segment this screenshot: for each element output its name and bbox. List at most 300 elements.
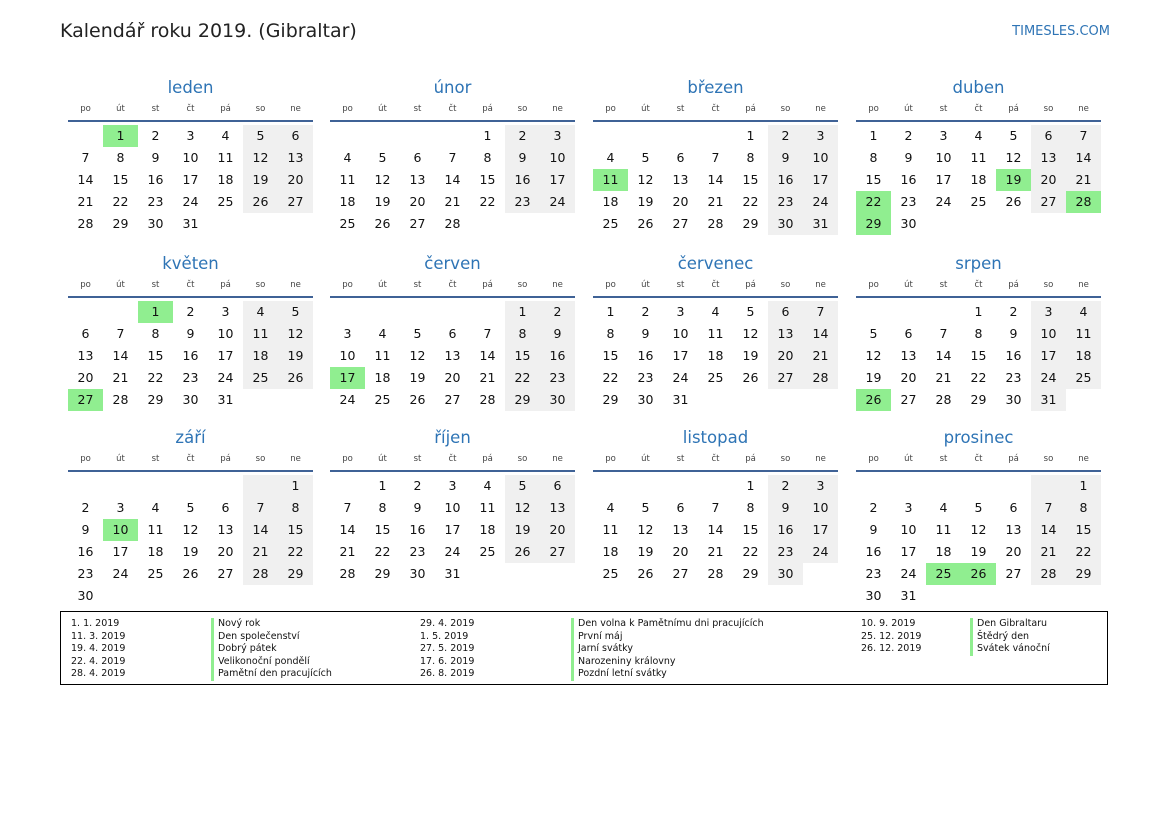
day-cell: 4 — [939, 500, 948, 515]
empty-day-cell — [138, 475, 173, 497]
day-cell: 21 — [707, 194, 724, 209]
day-cell: 10 — [803, 147, 838, 169]
day-cell: 31 — [803, 213, 838, 235]
day-cell: 4 — [483, 478, 492, 493]
day-cell: 29 — [505, 389, 540, 411]
day-cell: 27 — [672, 216, 689, 231]
empty-day-cell — [435, 125, 470, 147]
day-cell: 18 — [374, 370, 391, 385]
day-cell: 28 — [444, 216, 461, 231]
weekday-label: st — [151, 280, 160, 290]
empty-day-cell — [663, 475, 698, 497]
day-cell: 8 — [116, 150, 125, 165]
day-cell: 11 — [935, 522, 952, 537]
day-cell: 9 — [505, 147, 540, 169]
day-cell: 27 — [672, 566, 689, 581]
day-cell: 7 — [803, 301, 838, 323]
day-cell: 3 — [116, 500, 125, 515]
day-cell: 6 — [81, 326, 90, 341]
legend-date: 22. 4. 2019 — [71, 655, 126, 667]
weekday-header — [68, 452, 313, 472]
day-cell: 24 — [112, 566, 129, 581]
empty-day-cell — [593, 475, 628, 497]
day-cell: 18 — [339, 194, 356, 209]
day-cell: 27 — [900, 392, 917, 407]
day-cell: 2 — [413, 478, 422, 493]
day-cell: 20 — [1031, 169, 1066, 191]
day-cell: 1 — [1066, 475, 1101, 497]
weekday-label: čt — [448, 280, 457, 290]
day-cell: 24 — [935, 194, 952, 209]
day-cell: 5 — [641, 150, 650, 165]
day-cell: 12 — [1005, 150, 1022, 165]
weekday-label: so — [255, 280, 266, 290]
month-6 — [330, 247, 575, 411]
weekday-label: pá — [220, 280, 231, 290]
day-cell: 30 — [540, 389, 575, 411]
holiday-day-cell: 10 — [103, 519, 138, 541]
legend-names-column — [970, 618, 1050, 656]
day-cell: 13 — [540, 497, 575, 519]
month-name: duben — [952, 78, 1005, 97]
day-cell: 4 — [343, 150, 352, 165]
day-cell: 11 — [707, 326, 724, 341]
day-cell: 20 — [1005, 544, 1022, 559]
day-cell: 24 — [1031, 367, 1066, 389]
weekday-label: čt — [974, 280, 983, 290]
day-cell: 19 — [637, 544, 654, 559]
month-name: prosinec — [943, 428, 1014, 447]
day-cell: 4 — [151, 500, 160, 515]
day-cell: 18 — [935, 544, 952, 559]
day-cell: 15 — [742, 522, 759, 537]
day-cell: 16 — [147, 172, 164, 187]
empty-day-cell — [996, 475, 1031, 497]
weekday-label: čt — [711, 280, 720, 290]
day-cell: 24 — [672, 370, 689, 385]
legend-holiday-name: Den Gibraltaru — [977, 618, 1048, 629]
day-cell: 21 — [803, 345, 838, 367]
weekday-label: čt — [186, 454, 195, 464]
weekday-label: út — [904, 280, 913, 290]
day-cell: 17 — [900, 544, 917, 559]
day-cell: 28 — [112, 392, 129, 407]
day-cell: 23 — [540, 367, 575, 389]
day-cell: 8 — [505, 323, 540, 345]
empty-day-cell — [891, 475, 926, 497]
day-cell: 23 — [1005, 370, 1022, 385]
empty-day-cell — [243, 475, 278, 497]
day-cell: 15 — [112, 172, 129, 187]
day-cell: 12 — [865, 348, 882, 363]
day-cell: 24 — [540, 191, 575, 213]
day-cell: 9 — [186, 326, 195, 341]
day-cell: 8 — [746, 500, 755, 515]
day-cell: 12 — [409, 348, 426, 363]
day-cell: 4 — [221, 128, 230, 143]
legend-dates-column — [861, 618, 921, 656]
day-cell: 26 — [505, 541, 540, 563]
legend-holiday-name: Nový rok — [218, 618, 261, 629]
weekday-label: st — [939, 104, 948, 114]
day-cell: 29 — [742, 566, 759, 581]
day-cell: 27 — [278, 191, 313, 213]
day-cell: 1 — [869, 128, 878, 143]
weekday-header — [856, 278, 1101, 298]
weekday-label: po — [868, 454, 879, 464]
day-cell: 6 — [676, 500, 685, 515]
day-cell: 22 — [147, 370, 164, 385]
day-cell: 14 — [707, 172, 724, 187]
day-cell: 13 — [900, 348, 917, 363]
weekday-label: pá — [220, 104, 231, 114]
weekday-label: so — [780, 280, 791, 290]
empty-day-cell — [68, 301, 103, 323]
holiday-day-cell: 1 — [103, 125, 138, 147]
day-cell: 24 — [900, 566, 917, 581]
day-cell: 20 — [900, 370, 917, 385]
month-12 — [856, 421, 1101, 607]
legend-holiday-name: Pamětní den pracujících — [218, 668, 332, 679]
day-cell: 22 — [742, 544, 759, 559]
empty-day-cell — [1031, 475, 1066, 497]
day-cell: 1 — [606, 304, 615, 319]
day-cell: 14 — [707, 522, 724, 537]
day-cell: 25 — [339, 216, 356, 231]
day-cell: 11 — [217, 150, 234, 165]
day-cell: 21 — [112, 370, 129, 385]
empty-day-cell — [330, 475, 365, 497]
day-cell: 13 — [217, 522, 234, 537]
empty-day-cell — [856, 301, 891, 323]
weekday-label: so — [255, 104, 266, 114]
day-cell: 16 — [637, 348, 654, 363]
day-cell: 10 — [935, 150, 952, 165]
weekday-header — [68, 278, 313, 298]
weekday-label: so — [255, 454, 266, 464]
legend-holiday-name: Pozdní letní svátky — [578, 668, 667, 679]
weekday-label: pá — [1008, 104, 1019, 114]
day-cell: 16 — [865, 544, 882, 559]
day-cell: 31 — [444, 566, 461, 581]
legend-names-column — [211, 618, 332, 681]
day-cell: 27 — [768, 367, 803, 389]
day-cell: 27 — [444, 392, 461, 407]
empty-day-cell — [365, 125, 400, 147]
day-cell: 9 — [81, 522, 90, 537]
weekday-label: so — [517, 280, 528, 290]
day-cell: 15 — [1066, 519, 1101, 541]
day-cell: 14 — [77, 172, 94, 187]
day-cell: 26 — [243, 191, 278, 213]
day-cell: 3 — [1031, 301, 1066, 323]
weekday-label: čt — [711, 454, 720, 464]
weekday-header — [593, 278, 838, 298]
weekday-header — [593, 452, 838, 472]
weekday-label: ne — [290, 104, 301, 114]
day-cell: 6 — [278, 125, 313, 147]
weekday-label: pá — [1008, 280, 1019, 290]
day-grid — [330, 301, 575, 411]
legend-holiday-name: První máj — [578, 630, 623, 642]
weekday-label: út — [378, 104, 387, 114]
day-cell: 15 — [505, 345, 540, 367]
day-cell: 18 — [707, 348, 724, 363]
day-cell: 20 — [672, 544, 689, 559]
holiday-day-cell: 22 — [856, 191, 891, 213]
weekday-label: čt — [186, 104, 195, 114]
day-cell: 6 — [676, 150, 685, 165]
month-9 — [68, 421, 313, 607]
day-cell: 15 — [742, 172, 759, 187]
holiday-day-cell: 28 — [1066, 191, 1101, 213]
day-grid — [68, 301, 313, 411]
day-cell: 28 — [1031, 563, 1066, 585]
day-cell: 12 — [243, 147, 278, 169]
day-cell: 16 — [505, 169, 540, 191]
day-cell: 25 — [479, 544, 496, 559]
day-cell: 7 — [116, 326, 125, 341]
legend-holiday-name: Svátek vánoční — [977, 643, 1050, 654]
day-cell: 8 — [869, 150, 878, 165]
day-cell: 22 — [278, 541, 313, 563]
weekday-label: so — [1043, 104, 1054, 114]
weekday-label: po — [605, 104, 616, 114]
day-cell: 1 — [483, 128, 492, 143]
weekday-label: út — [641, 104, 650, 114]
weekday-header — [593, 102, 838, 122]
day-cell: 4 — [606, 500, 615, 515]
day-cell: 18 — [602, 194, 619, 209]
legend-date: 11. 3. 2019 — [71, 630, 126, 642]
day-cell: 17 — [540, 169, 575, 191]
day-cell: 29 — [278, 563, 313, 585]
day-cell: 14 — [1066, 147, 1101, 169]
weekday-label: pá — [745, 454, 756, 464]
legend-holiday-name: Narozeniny královny — [578, 655, 676, 667]
weekday-label: čt — [186, 280, 195, 290]
day-cell: 10 — [182, 150, 199, 165]
day-cell: 28 — [935, 392, 952, 407]
day-cell: 10 — [217, 326, 234, 341]
day-cell: 28 — [479, 392, 496, 407]
day-cell: 10 — [1031, 323, 1066, 345]
day-cell: 30 — [182, 392, 199, 407]
day-cell: 19 — [243, 169, 278, 191]
day-cell: 20 — [217, 544, 234, 559]
weekday-label: st — [413, 280, 422, 290]
day-cell: 21 — [1066, 169, 1101, 191]
month-name: červenec — [677, 254, 754, 273]
weekday-label: po — [868, 280, 879, 290]
brand-link[interactable]: TIMESLES.COM — [1012, 24, 1110, 39]
day-cell: 2 — [641, 304, 650, 319]
weekday-label: čt — [711, 104, 720, 114]
weekday-label: ne — [290, 454, 301, 464]
weekday-label: st — [676, 454, 685, 464]
day-cell: 17 — [672, 348, 689, 363]
day-cell: 14 — [339, 522, 356, 537]
empty-day-cell — [891, 301, 926, 323]
weekday-header — [856, 102, 1101, 122]
day-cell: 15 — [479, 172, 496, 187]
day-cell: 23 — [505, 191, 540, 213]
day-cell: 5 — [186, 500, 195, 515]
day-cell: 18 — [970, 172, 987, 187]
weekday-label: po — [605, 280, 616, 290]
month-4 — [856, 71, 1101, 235]
day-cell: 4 — [974, 128, 983, 143]
empty-day-cell — [365, 301, 400, 323]
day-grid — [330, 475, 575, 585]
day-cell: 3 — [221, 304, 230, 319]
day-cell: 2 — [505, 125, 540, 147]
day-cell: 26 — [637, 216, 654, 231]
day-cell: 25 — [707, 370, 724, 385]
day-cell: 5 — [1009, 128, 1018, 143]
day-cell: 7 — [81, 150, 90, 165]
day-cell: 25 — [243, 367, 278, 389]
day-cell: 15 — [865, 172, 882, 187]
day-cell: 7 — [343, 500, 352, 515]
day-cell: 30 — [77, 588, 94, 603]
day-cell: 30 — [768, 213, 803, 235]
day-cell: 2 — [186, 304, 195, 319]
day-cell: 9 — [540, 323, 575, 345]
legend-date: 28. 4. 2019 — [71, 668, 126, 679]
day-cell: 14 — [803, 323, 838, 345]
weekday-label: po — [342, 280, 353, 290]
day-cell: 11 — [147, 522, 164, 537]
day-cell: 25 — [602, 216, 619, 231]
day-cell: 15 — [278, 519, 313, 541]
weekday-label: ne — [1078, 454, 1089, 464]
day-cell: 21 — [935, 370, 952, 385]
day-cell: 20 — [672, 194, 689, 209]
empty-day-cell — [961, 475, 996, 497]
day-cell: 30 — [1005, 392, 1022, 407]
day-cell: 5 — [278, 301, 313, 323]
day-cell: 1 — [378, 478, 387, 493]
day-cell: 3 — [803, 475, 838, 497]
holiday-day-cell: 1 — [138, 301, 173, 323]
day-cell: 1 — [746, 128, 755, 143]
day-cell: 29 — [970, 392, 987, 407]
day-cell: 26 — [742, 370, 759, 385]
day-cell: 19 — [742, 348, 759, 363]
day-cell: 16 — [540, 345, 575, 367]
empty-day-cell — [628, 125, 663, 147]
day-cell: 7 — [711, 150, 720, 165]
day-cell: 14 — [1031, 519, 1066, 541]
day-cell: 10 — [339, 348, 356, 363]
day-cell: 29 — [112, 216, 129, 231]
day-cell: 10 — [540, 147, 575, 169]
empty-day-cell — [470, 301, 505, 323]
day-cell: 6 — [540, 475, 575, 497]
empty-day-cell — [103, 475, 138, 497]
weekday-label: so — [517, 104, 528, 114]
weekday-label: út — [378, 280, 387, 290]
day-cell: 5 — [378, 150, 387, 165]
day-cell: 27 — [409, 216, 426, 231]
day-grid — [593, 125, 838, 235]
day-cell: 21 — [339, 544, 356, 559]
day-cell: 17 — [182, 172, 199, 187]
day-cell: 6 — [904, 326, 913, 341]
weekday-label: pá — [482, 280, 493, 290]
day-cell: 14 — [444, 172, 461, 187]
day-cell: 22 — [112, 194, 129, 209]
legend-date: 27. 5. 2019 — [420, 643, 475, 654]
weekday-label: po — [342, 104, 353, 114]
weekday-header — [856, 452, 1101, 472]
day-cell: 11 — [970, 150, 987, 165]
legend-date: 19. 4. 2019 — [71, 643, 126, 654]
day-cell: 4 — [711, 304, 720, 319]
day-cell: 26 — [637, 566, 654, 581]
day-cell: 18 — [602, 544, 619, 559]
day-cell: 28 — [77, 216, 94, 231]
day-cell: 3 — [448, 478, 457, 493]
month-name: srpen — [955, 254, 1002, 273]
day-cell: 18 — [243, 345, 278, 367]
day-cell: 6 — [448, 326, 457, 341]
day-cell: 23 — [768, 541, 803, 563]
legend-date: 26. 8. 2019 — [420, 668, 475, 679]
day-cell: 16 — [768, 169, 803, 191]
weekday-label: st — [939, 454, 948, 464]
day-cell: 27 — [1031, 191, 1066, 213]
holiday-day-cell: 11 — [593, 169, 628, 191]
day-cell: 2 — [768, 475, 803, 497]
day-cell: 4 — [606, 150, 615, 165]
day-cell: 30 — [768, 563, 803, 585]
legend-dates-column — [420, 618, 474, 681]
day-cell: 12 — [374, 172, 391, 187]
empty-day-cell — [208, 475, 243, 497]
day-cell: 23 — [77, 566, 94, 581]
day-cell: 19 — [409, 370, 426, 385]
day-cell: 29 — [374, 566, 391, 581]
weekday-label: čt — [974, 454, 983, 464]
day-grid — [68, 475, 313, 607]
day-cell: 6 — [1009, 500, 1018, 515]
weekday-label: ne — [815, 454, 826, 464]
legend-date: 1. 1. 2019 — [71, 618, 120, 629]
day-cell: 20 — [768, 345, 803, 367]
day-cell: 9 — [641, 326, 650, 341]
empty-day-cell — [68, 475, 103, 497]
month-name: červen — [424, 254, 481, 273]
day-cell: 13 — [672, 172, 689, 187]
day-cell: 15 — [374, 522, 391, 537]
weekday-label: so — [780, 104, 791, 114]
month-11 — [593, 421, 838, 585]
day-cell: 8 — [606, 326, 615, 341]
day-cell: 29 — [742, 216, 759, 231]
day-cell: 31 — [1031, 389, 1066, 411]
day-cell: 6 — [768, 301, 803, 323]
legend-holiday-name: Dobrý pátek — [218, 643, 277, 654]
weekday-label: pá — [745, 104, 756, 114]
legend-holiday-name: Den společenství — [218, 630, 300, 642]
day-cell: 10 — [444, 500, 461, 515]
day-cell: 13 — [77, 348, 94, 363]
weekday-label: st — [151, 454, 160, 464]
weekday-label: st — [676, 104, 685, 114]
day-cell: 12 — [637, 172, 654, 187]
